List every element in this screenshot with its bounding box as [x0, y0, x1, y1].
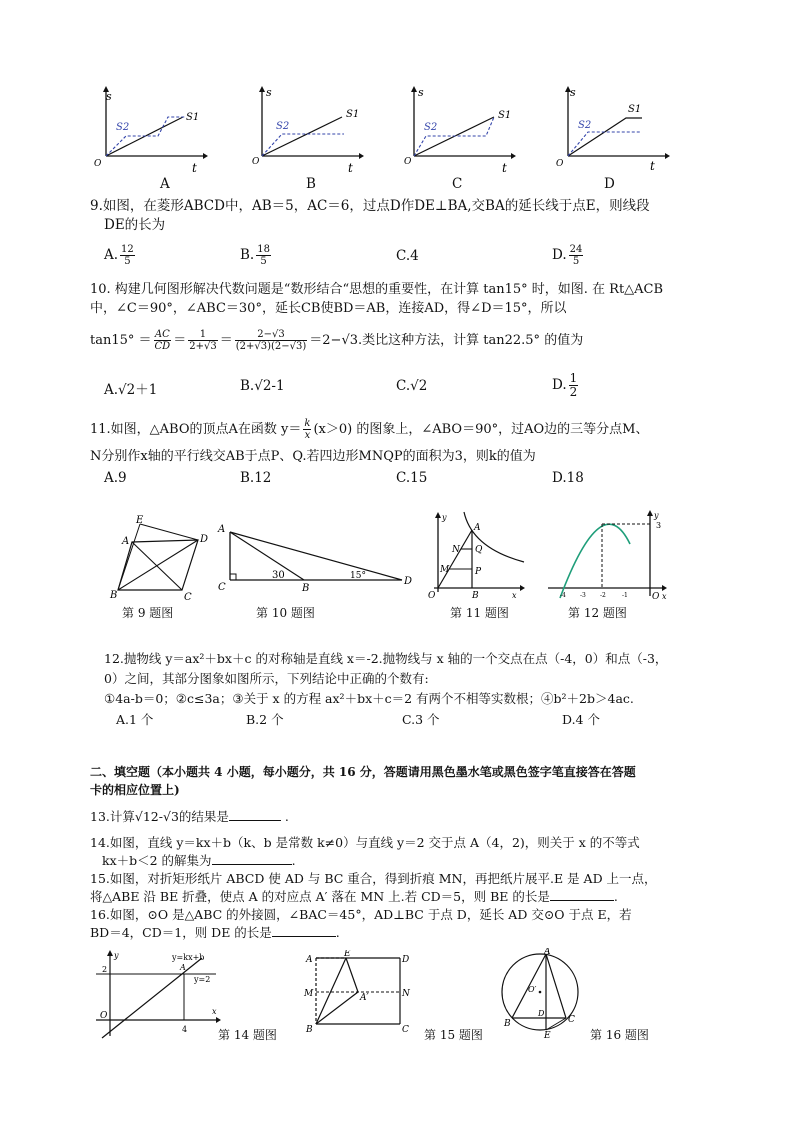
- figure-12-parabola: [544, 508, 670, 602]
- s1-label: S1: [186, 112, 200, 123]
- s2-label: S2: [276, 121, 290, 132]
- q12-option-b: B.2 个: [246, 712, 284, 727]
- q10-tan-line: tan15° ＝ $\frac{AC}{CD}$ ＝ $\frac{1}{2+√3}$ ＝ $\frac{2-√3}{(2+√3)(2-√3)}$ ＝2−√3.类比这种方法，计算 tan22.5° 的值为: [90, 329, 584, 352]
- figure-11-hyperbola: [428, 508, 530, 600]
- q9-option-a: A. $\frac{12}{5}$: [104, 244, 134, 267]
- axis-s: s: [418, 86, 424, 99]
- svg-text:A: A: [544, 948, 551, 957]
- axis-t: t: [502, 161, 507, 174]
- svg-text:D: D: [538, 1009, 545, 1018]
- svg-text:x: x: [212, 1007, 217, 1016]
- svg-text:A: A: [122, 536, 130, 547]
- q16-line1: 16.如图，⊙O 是△ABC 的外接圆，∠BAC＝45°，AD⊥BC 于点 D，延长 AD 交⊙O 于点 E，若: [90, 907, 632, 922]
- q12-option-d: D.4 个: [562, 712, 600, 727]
- svg-text:A: A: [306, 955, 313, 965]
- graph-option-b: [244, 84, 364, 174]
- q15-line2: 将△ABE 沿 BE 折叠，使点 A 的对应点 A′ 落在 MN 上.若 CD＝5，则 BE 的长是 .: [90, 889, 618, 904]
- svg-text:y=2: y=2: [194, 975, 211, 984]
- svg-text:B: B: [302, 583, 310, 592]
- svg-text:B: B: [306, 1025, 313, 1035]
- svg-text:E: E: [544, 1031, 551, 1038]
- q11-line1: 11.如图，△ABO的顶点A在函数 y＝ $\frac{k}{x}$ (x＞0) 的图象上，∠ABO＝90°，过AO边的三等分点M、: [90, 418, 649, 441]
- q12-option-c: C.3 个: [402, 712, 440, 727]
- q11-option-b: B.12: [240, 470, 272, 486]
- svg-text:x: x: [512, 591, 517, 600]
- q9-option-c: C.4: [396, 248, 419, 264]
- q14-line2: kx＋b＜2 的解集为 .: [102, 853, 296, 868]
- figure-9-rhombus: [108, 512, 218, 602]
- q11-option-c: C.15: [396, 470, 428, 486]
- svg-text:M: M: [304, 989, 314, 999]
- svg-text:30: 30: [272, 570, 285, 581]
- s1-label: S1: [498, 110, 512, 121]
- q15-line1: 15.如图，对折矩形纸片 ABCD 使 AD 与 BC 重合，得到折痕 MN，再把纸片展平.E 是 AD 上一点，: [90, 871, 657, 886]
- svg-text:A′: A′: [360, 993, 369, 1003]
- s1-label: S1: [628, 104, 642, 115]
- graph-label-a: A: [160, 176, 170, 192]
- q9-option-b: B. $\frac{18}{5}$: [240, 244, 270, 267]
- origin-label: O: [404, 157, 412, 167]
- origin-label: O: [556, 159, 564, 169]
- axis-t: t: [348, 161, 353, 174]
- s2-label: S2: [424, 122, 438, 133]
- svg-text:-1: -1: [622, 592, 628, 599]
- q11-option-a: A.9: [104, 470, 127, 486]
- q10-line2: 中，∠C＝90°，∠ABC＝30°，延长CB使BD＝AB，连接AD，得∠D＝15°，所以: [90, 301, 567, 316]
- figure-14-lines: [92, 948, 222, 1040]
- q10-option-d: D. $\frac{1}{2}$: [552, 371, 578, 399]
- caption-fig9: 第 9 题图: [122, 606, 174, 620]
- svg-text:B: B: [110, 590, 118, 601]
- s2-label: S2: [116, 122, 130, 133]
- svg-text:15°: 15°: [350, 571, 366, 581]
- svg-text:P: P: [475, 567, 482, 577]
- q10-option-c: C.√2: [396, 378, 428, 394]
- svg-text:C: C: [402, 1025, 409, 1035]
- axis-s: s: [266, 86, 272, 99]
- caption-fig14: 第 14 题图: [218, 1028, 277, 1042]
- svg-text:y=kx+b: y=kx+b: [172, 953, 205, 962]
- svg-text:y: y: [442, 513, 447, 522]
- svg-text:O: O: [428, 591, 436, 600]
- svg-text:A: A: [180, 963, 186, 972]
- q9-line1: 9.如图，在菱形ABCD中，AB＝5，AC＝6，过点D作DE⊥BA,交BA的延长线于点E，则线段: [90, 198, 650, 214]
- svg-text:3: 3: [656, 521, 662, 530]
- s2-label: S2: [578, 120, 592, 131]
- q13-line: 13.计算√12-√3的结果是 .: [90, 809, 289, 824]
- caption-fig12: 第 12 题图: [568, 606, 627, 620]
- axis-s: s: [106, 90, 112, 103]
- graph-option-a: [88, 84, 208, 174]
- q11-option-d: D.18: [552, 470, 584, 486]
- graph-label-d: D: [604, 176, 615, 192]
- q10-option-b: B.√2-1: [240, 378, 285, 394]
- section2-heading-line2: 卡的相应位置上): [90, 783, 180, 797]
- svg-text:-2: -2: [600, 592, 606, 599]
- q12-line2: 0）之间，其部分图象如图所示，下列结论中正确的个数有:: [104, 671, 429, 686]
- svg-text:y: y: [114, 951, 119, 960]
- q16-line2: BD＝4，CD＝1，则 DE 的长是 .: [90, 925, 340, 940]
- q10-line1: 10. 构建几何图形解决代数问题是“数形结合“思想的重要性，在计算 tan15° 时，如图. 在 Rt△ACB: [90, 282, 664, 297]
- svg-text:A: A: [474, 523, 481, 533]
- section2-heading-line1: 二、填空题（本小题共 4 小题，每小题分，共 16 分，答题请用黑色墨水笔或黑色签字笔直接答在答题: [90, 765, 636, 779]
- graph-label-c: C: [452, 176, 463, 192]
- svg-text:4: 4: [182, 1025, 188, 1034]
- svg-text:-3: -3: [580, 592, 586, 599]
- svg-text:D: D: [402, 955, 410, 965]
- caption-fig11: 第 11 题图: [450, 606, 509, 620]
- q10-option-a: A.√2＋1: [104, 382, 158, 398]
- graph-option-d: [550, 84, 670, 174]
- svg-text:O: O: [100, 1011, 108, 1021]
- figure-10-triangle: [214, 522, 419, 592]
- origin-label: O: [252, 157, 260, 167]
- svg-text:C: C: [218, 582, 226, 592]
- s1-label: S1: [346, 109, 360, 120]
- svg-text:C: C: [184, 592, 192, 602]
- svg-text:O′: O′: [528, 985, 537, 994]
- svg-text:y: y: [654, 511, 659, 520]
- graph-label-b: B: [306, 176, 316, 192]
- svg-text:Q: Q: [475, 545, 483, 555]
- svg-text:B: B: [472, 591, 479, 600]
- caption-fig10: 第 10 题图: [256, 606, 315, 620]
- svg-text:E: E: [136, 515, 144, 526]
- svg-text:D: D: [200, 534, 209, 545]
- q12-line1: 12.抛物线 y＝ax²＋bx＋c 的对称轴是直线 x＝-2.抛物线与 x 轴的一个交点在点（-4，0）和点（-3，: [104, 651, 668, 666]
- q9-option-d: D. $\frac{24}{5}$: [552, 244, 583, 267]
- svg-text:-4: -4: [560, 592, 566, 599]
- axis-t: t: [192, 161, 197, 174]
- graph-option-c: [396, 84, 516, 174]
- svg-text:x: x: [662, 592, 667, 601]
- figure-16-circle: [494, 948, 588, 1038]
- svg-text:A: A: [218, 524, 226, 535]
- svg-text:2: 2: [102, 965, 108, 974]
- axis-s: s: [570, 86, 576, 99]
- q9-line2: DE的长为: [104, 217, 166, 233]
- axis-t: t: [650, 159, 655, 173]
- svg-text:N: N: [402, 989, 410, 999]
- svg-text:M: M: [440, 565, 450, 575]
- svg-text:E: E: [344, 950, 351, 959]
- caption-fig15: 第 15 题图: [424, 1028, 483, 1042]
- origin-label: O: [94, 159, 102, 169]
- svg-text:B: B: [504, 1019, 511, 1029]
- svg-text:D: D: [404, 576, 413, 587]
- caption-fig16: 第 16 题图: [590, 1028, 649, 1042]
- svg-text:C: C: [568, 1015, 575, 1025]
- q12-option-a: A.1 个: [116, 712, 154, 727]
- q12-line3: ①4a-b＝0；②c≤3a；③关于 x 的方程 ax²＋bx＋c＝2 有两个不相等实数根；④b²＋2b＞4ac.: [104, 691, 634, 706]
- svg-text:O: O: [652, 592, 660, 602]
- figure-15-rectangle: [300, 950, 418, 1036]
- q14-line1: 14.如图，直线 y＝kx＋b（k、b 是常数 k≠0）与直线 y＝2 交于点 A（4，2)，则关于 x 的不等式: [90, 835, 640, 850]
- svg-text:N: N: [452, 545, 460, 555]
- q11-line2: N分别作x轴的平行线交AB于点P、Q.若四边形MNQP的面积为3，则k的值为: [90, 449, 536, 464]
